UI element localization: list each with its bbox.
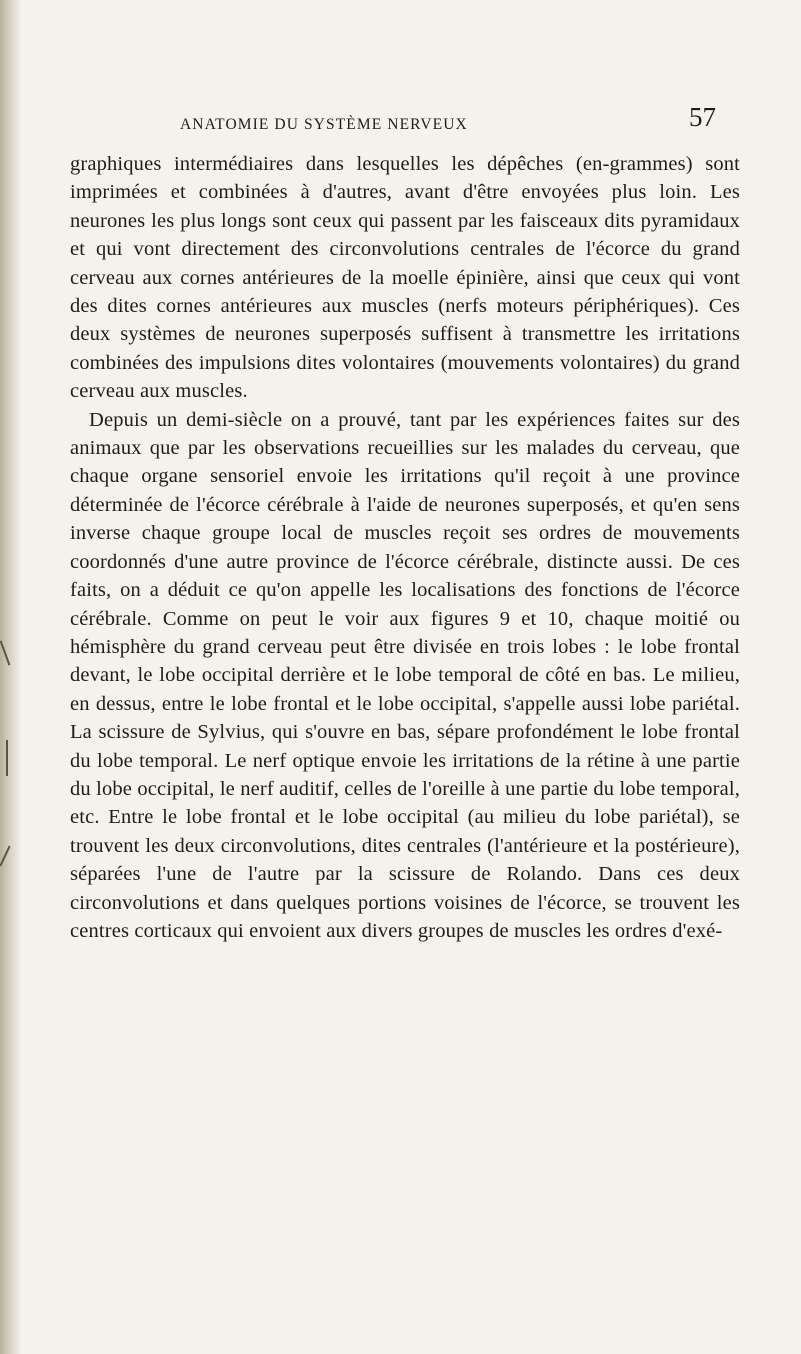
running-title: ANATOMIE DU SYSTÈME NERVEUX bbox=[180, 116, 468, 133]
margin-pencil-mark bbox=[6, 740, 8, 776]
running-head bbox=[70, 100, 740, 150]
paragraph-1: graphiques intermédiaires dans lesquelles les dépêches (en-grammes) sont imprimées et combinées à d'autres, avant d'être envoyées plus loin. Les neurones les plus longs sont ceux qui passent par les faisceaux dits pyramidaux et qui vont directement des circonvolutions centrales de l'écorce du grand cerveau aux cornes antérieures de la moelle épinière, ainsi que ceux qui vont des dites cornes antérieures aux muscles (nerfs moteurs périphériques). Ces deux systèmes de neurones superposés suffisent à transmettre les irritations combinées des impulsions dites volontaires (mouvements volontaires) du grand cerveau aux muscles. bbox=[70, 153, 740, 403]
paragraph-2: Depuis un demi-siècle on a prouvé, tant par les expériences faites sur des animaux que par les observations recueillies sur les malades du cerveau, que chaque organe sensoriel envoie les irritations qu'il reçoit à une province déterminée de l'écorce cérébrale à l'aide de neurones superposés, et qu'en sens inverse chaque groupe local de muscles reçoit ses ordres de mouvements coordonnés d'une autre province de l'écorce cérébrale, distincte aussi. De ces faits, on a déduit ce qu'on appelle les localisations des fonctions de l'écorce cérébrale. Comme on peut le voir aux figures 9 et 10, chaque moitié ou hémisphère du grand cerveau peut être divisée en trois lobes : le lobe frontal devant, le lobe occipital derrière et le lobe temporal de côté en bas. Le milieu, en dessus, entre le lobe frontal et le lobe occipital, s'appelle aussi lobe pariétal. La scissure de Sylvius, qui s'ouvre en bas, sépare profondément le lobe frontal du lobe temporal. Le nerf optique envoie les irritations de la rétine à une partie du lobe occipital, le nerf auditif, celles de l'oreille à une partie du lobe temporal, etc. Entre le lobe frontal et le lobe occipital (au milieu du lobe pariétal), se trouvent les deux circonvolutions, dites centrales (l'antérieure et la postérieure), séparées l'une de l'autre par la scissure de Rolando. Dans ces deux circonvolutions et dans quelques portions voisines de l'écorce, se trouvent les centres corticaux qui envoient aux divers groupes de muscles les ordres d'exé- bbox=[70, 408, 740, 942]
body-text bbox=[70, 150, 740, 945]
page-number: 57 bbox=[689, 102, 716, 132]
book-page bbox=[70, 100, 740, 945]
margin-pencil-mark bbox=[0, 846, 11, 867]
page-gutter-shadow bbox=[0, 0, 22, 1354]
margin-pencil-mark bbox=[0, 640, 10, 665]
